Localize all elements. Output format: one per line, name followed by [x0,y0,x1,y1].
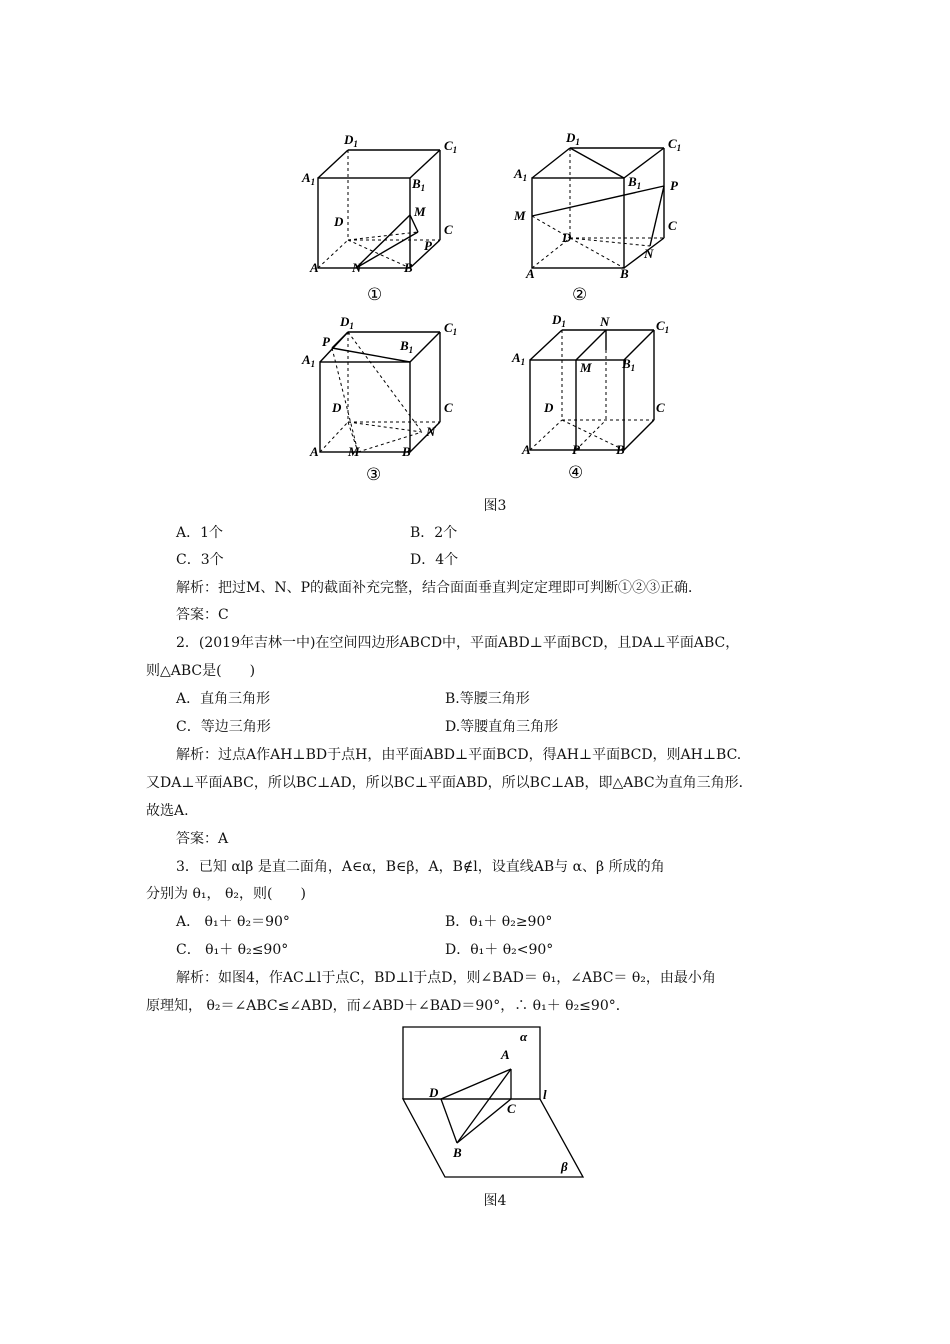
svg-text:A: A [310,260,319,275]
svg-text:C: C [668,218,677,233]
svg-text:M: M [580,360,592,375]
svg-text:D1: $D_1$ [552,312,566,329]
q3-analysis-line1: 解析：如图4，作AC⊥l于点C，BD⊥l于点D，则∠BAD＝ θ₁，∠ABC＝ θ₂，由最小角 [176,970,716,986]
figure3-panel-4 [510,310,690,484]
svg-text:A1: $A_1$ [514,166,528,183]
q1-analysis: 解析：把过M、N、P的截面补充完整，结合面面垂直判定定理即可判断①②③正确． [176,580,703,596]
svg-text:A1: $A_1$ [512,350,526,367]
svg-text:B1: $B_1$ [622,356,636,373]
q2-stem-line2: 则△ABC是( ) [146,663,256,679]
svg-text:C1: $C_1$ [444,138,458,155]
svg-text:B: B [402,444,411,459]
q3-option-c: C． θ₁＋ θ₂≤90° [176,942,289,958]
svg-text:A: A [526,266,535,281]
svg-text:P: P [670,178,678,193]
svg-text:D1: $D_1$ [566,130,580,147]
svg-text:C: C [444,222,453,237]
svg-text:P: P [322,334,330,349]
q2-analysis-line2: 又DA⊥平面ABC，所以BC⊥AD，所以BC⊥平面ABD，所以BC⊥AB，即△ABC为直角三角形． [146,775,753,791]
figure3-caption: 图3 [483,498,507,514]
q2-analysis-line1: 解析：过点A作AH⊥BD于点H，由平面ABD⊥平面BCD，得AH⊥平面BCD，则AH⊥BC. [176,747,742,763]
figure3-panel-1 [300,130,470,305]
label-alpha: α [520,1029,528,1044]
svg-text:C1: $C_1$ [656,318,670,335]
q3-option-b: B．θ₁＋ θ₂≥90° [445,914,553,930]
svg-text:A: A [501,1047,510,1062]
q1-answer: 答案：C [176,607,229,623]
svg-text:P: P [572,442,580,457]
svg-text:A1: $A_1$ [302,170,316,187]
figure3-panel-2 [510,128,690,305]
svg-text:M: M [514,208,526,223]
q2-option-d: D.等腰直角三角形 [445,719,559,735]
figure4-caption: 图4 [483,1193,507,1209]
svg-text:D: D [562,230,572,245]
svg-text:A: A [522,442,531,457]
svg-text:N: N [644,246,654,261]
svg-text:B: B [616,442,625,457]
svg-text:C1: $C_1$ [668,136,682,153]
q3-stem-line2: 分别为 θ₁， θ₂，则( ) [146,886,306,902]
figure4 [395,1025,595,1183]
svg-text:N: N [352,260,362,275]
q3-option-a: A． θ₁＋ θ₂＝90° [176,914,290,930]
svg-text:D: D [429,1085,439,1100]
svg-text:A1: $A_1$ [302,352,316,369]
svg-text:B: B [404,260,413,275]
svg-text:D: D [334,214,344,229]
panel-mark: ④ [568,463,584,483]
label-beta: β [561,1159,568,1174]
label-D1: D [344,132,354,147]
svg-text:D: D [544,400,554,415]
svg-text:B1: $B_1$ [412,176,426,193]
svg-text:B1: $B_1$ [400,338,414,355]
label-l: l [543,1087,547,1102]
q1-option-d: D．4个 [410,552,459,568]
q1-option-a: A．1个 [176,525,224,541]
q3-option-d: D．θ₁＋ θ₂<90° [445,942,554,958]
q2-stem-line1: 2．(2019年吉林一中)在空间四边形ABCD中，平面ABD⊥平面BCD，且DA⊥平面ABC， [176,635,740,651]
q1-option-c: C．3个 [176,552,224,568]
q1-option-b: B．2个 [410,525,458,541]
panel-mark: ③ [366,465,382,484]
svg-text:B: B [620,266,629,281]
svg-text:B1: $B_1$ [628,174,642,191]
svg-text:C1: $C_1$ [444,320,458,337]
svg-text:D: D [332,400,342,415]
svg-text:D1: $D_1$ [344,132,358,149]
q2-option-a: A．直角三角形 [176,691,271,707]
q2-option-b: B.等腰三角形 [445,691,530,707]
svg-text:B: B [453,1145,462,1160]
svg-text:C: C [507,1101,516,1116]
q3-stem-line1: 3．已知 αlβ 是直二面角，A∈α，B∈β，A，B∉l，设直线AB与 α、β 所成的角 [176,859,665,875]
q2-analysis-line3: 故选A. [146,803,189,819]
svg-text:D1: $D_1$ [340,314,354,331]
figure3-panel-3 [300,312,470,484]
q2-answer: 答案：A [176,831,229,847]
svg-text:C: C [656,400,665,415]
svg-text:P: P [424,238,432,253]
q3-analysis-line2: 原理知， θ₂＝∠ABC≤∠ABD，而∠ABD＋∠BAD＝90°，∴ θ₁＋ θ₂≤90°． [146,998,630,1014]
panel-mark: ① [367,285,383,305]
svg-text:C: C [444,400,453,415]
svg-text:M: M [348,444,360,459]
svg-text:M: M [414,204,426,219]
panel-mark: ② [572,285,588,305]
svg-text:N: N [426,424,436,439]
svg-text:A: A [310,444,319,459]
svg-text:N: N [600,314,610,329]
q2-option-c: C．等边三角形 [176,719,271,735]
